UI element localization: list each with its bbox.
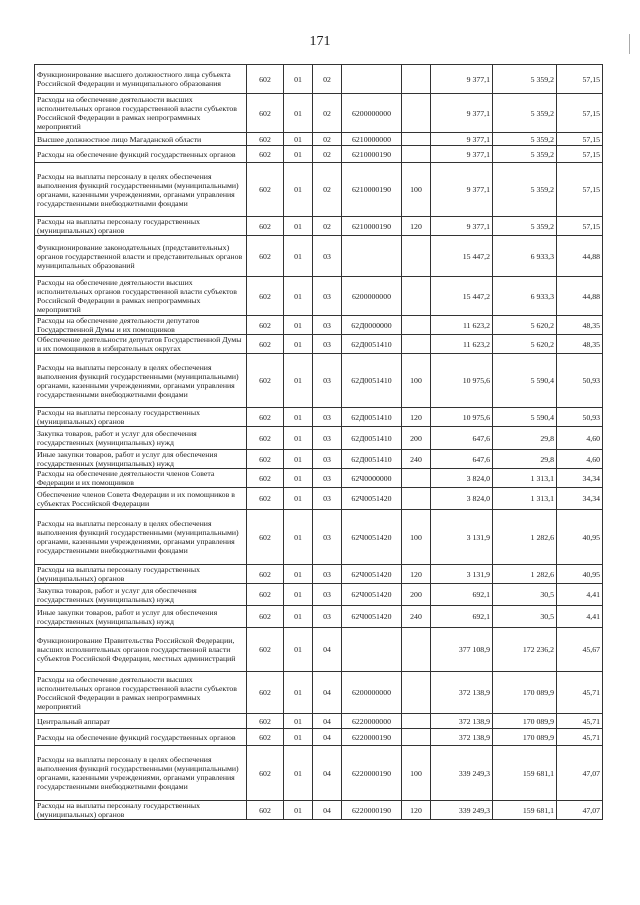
row-section: 01 <box>284 746 313 801</box>
row-executed: 6 933,3 <box>493 236 557 277</box>
row-percent: 4,60 <box>557 450 603 469</box>
row-plan: 372 138,9 <box>431 729 493 746</box>
table-row <box>35 584 603 606</box>
row-percent: 57,15 <box>557 65 603 94</box>
row-grbs: 602 <box>247 408 284 427</box>
row-expense-type: 200 <box>402 427 431 450</box>
row-subsection: 03 <box>313 277 342 316</box>
row-executed: 5 590,4 <box>493 354 557 408</box>
row-plan: 692,1 <box>431 606 493 628</box>
row-plan: 9 377,1 <box>431 65 493 94</box>
row-section: 01 <box>284 729 313 746</box>
row-percent: 40,95 <box>557 510 603 565</box>
row-grbs: 602 <box>247 335 284 354</box>
row-section: 01 <box>284 427 313 450</box>
row-percent: 45,71 <box>557 729 603 746</box>
row-section: 01 <box>284 335 313 354</box>
row-expense-type: 120 <box>402 217 431 236</box>
row-expense-type <box>402 133 431 146</box>
row-plan: 372 138,9 <box>431 672 493 714</box>
row-subsection: 03 <box>313 236 342 277</box>
row-plan: 10 975,6 <box>431 408 493 427</box>
row-section: 01 <box>284 65 313 94</box>
row-grbs: 602 <box>247 729 284 746</box>
row-target-article: 62Д0051410 <box>342 408 402 427</box>
row-subsection: 02 <box>313 217 342 236</box>
row-percent: 45,71 <box>557 714 603 729</box>
row-grbs: 602 <box>247 714 284 729</box>
row-target-article: 62Д0051410 <box>342 335 402 354</box>
row-percent: 57,15 <box>557 217 603 236</box>
row-subsection: 03 <box>313 408 342 427</box>
row-percent: 50,93 <box>557 408 603 427</box>
row-grbs: 602 <box>247 163 284 217</box>
row-executed: 5 590,4 <box>493 408 557 427</box>
budget-table <box>34 64 603 820</box>
row-grbs: 602 <box>247 146 284 163</box>
row-name: Расходы на выплаты персоналу государственных (муниципальных) органов <box>35 408 247 427</box>
table-row <box>35 335 603 354</box>
row-grbs: 602 <box>247 469 284 488</box>
row-subsection: 02 <box>313 163 342 217</box>
row-expense-type <box>402 236 431 277</box>
row-name: Расходы на обеспечение деятельности членов Совета Федерации и их помощников <box>35 469 247 488</box>
row-expense-type <box>402 65 431 94</box>
row-name: Расходы на обеспечение деятельности высших исполнительных органов государственной власти субъектов Российской Федерации в рамках непрограммных мероприятий <box>35 672 247 714</box>
row-expense-type <box>402 469 431 488</box>
row-target-article: 6220000190 <box>342 801 402 820</box>
row-expense-type: 100 <box>402 746 431 801</box>
row-expense-type <box>402 714 431 729</box>
row-plan: 3 131,9 <box>431 510 493 565</box>
row-target-article: 6200000000 <box>342 672 402 714</box>
row-subsection: 03 <box>313 510 342 565</box>
row-executed: 1 313,1 <box>493 488 557 510</box>
row-executed: 170 089,9 <box>493 714 557 729</box>
row-target-article: 6210000190 <box>342 217 402 236</box>
row-name: Функционирование Правительства Российской Федерации, высших исполнительных органов государственной власти субъектов Российской Федерации, местных администраций <box>35 628 247 672</box>
row-grbs: 602 <box>247 628 284 672</box>
row-grbs: 602 <box>247 316 284 335</box>
row-subsection: 03 <box>313 450 342 469</box>
row-name: Расходы на выплаты персоналу государственных (муниципальных) органов <box>35 565 247 584</box>
row-executed: 29,8 <box>493 450 557 469</box>
row-plan: 15 447,2 <box>431 277 493 316</box>
row-expense-type: 120 <box>402 565 431 584</box>
row-section: 01 <box>284 510 313 565</box>
row-grbs: 602 <box>247 450 284 469</box>
row-percent: 44,88 <box>557 277 603 316</box>
row-plan: 372 138,9 <box>431 714 493 729</box>
table-row <box>35 133 603 146</box>
row-executed: 1 282,6 <box>493 510 557 565</box>
row-name: Расходы на обеспечение деятельности депутатов Государственной Думы и их помощников <box>35 316 247 335</box>
row-expense-type: 100 <box>402 510 431 565</box>
row-name: Расходы на выплаты персоналу государственных (муниципальных) органов <box>35 801 247 820</box>
row-section: 01 <box>284 606 313 628</box>
row-target-article: 62Ч0051420 <box>342 565 402 584</box>
row-executed: 5 359,2 <box>493 133 557 146</box>
row-expense-type <box>402 628 431 672</box>
row-subsection: 03 <box>313 469 342 488</box>
row-executed: 1 313,1 <box>493 469 557 488</box>
row-target-article: 62Д0051410 <box>342 450 402 469</box>
row-section: 01 <box>284 565 313 584</box>
row-percent: 44,88 <box>557 236 603 277</box>
row-target-article: 6200000000 <box>342 277 402 316</box>
row-expense-type <box>402 729 431 746</box>
row-section: 01 <box>284 277 313 316</box>
row-plan: 11 623,2 <box>431 316 493 335</box>
row-target-article: 62Ч0051420 <box>342 606 402 628</box>
row-expense-type <box>402 316 431 335</box>
row-section: 01 <box>284 469 313 488</box>
row-expense-type <box>402 277 431 316</box>
row-percent: 45,71 <box>557 672 603 714</box>
row-section: 01 <box>284 354 313 408</box>
row-plan: 692,1 <box>431 584 493 606</box>
row-section: 01 <box>284 146 313 163</box>
row-percent: 34,34 <box>557 488 603 510</box>
row-grbs: 602 <box>247 488 284 510</box>
row-subsection: 03 <box>313 584 342 606</box>
row-grbs: 602 <box>247 584 284 606</box>
row-executed: 170 089,9 <box>493 672 557 714</box>
row-subsection: 04 <box>313 672 342 714</box>
row-plan: 647,6 <box>431 427 493 450</box>
row-section: 01 <box>284 316 313 335</box>
row-executed: 30,5 <box>493 606 557 628</box>
row-section: 01 <box>284 801 313 820</box>
row-executed: 5 620,2 <box>493 316 557 335</box>
row-percent: 50,93 <box>557 354 603 408</box>
row-grbs: 602 <box>247 217 284 236</box>
table-row <box>35 488 603 510</box>
row-target-article <box>342 65 402 94</box>
row-percent: 4,41 <box>557 606 603 628</box>
row-name: Расходы на обеспечение функций государственных органов <box>35 146 247 163</box>
row-grbs: 602 <box>247 565 284 584</box>
row-grbs: 602 <box>247 236 284 277</box>
row-plan: 377 108,9 <box>431 628 493 672</box>
table-row <box>35 801 603 820</box>
row-target-article: 6210000190 <box>342 146 402 163</box>
budget-table-body <box>35 65 603 820</box>
row-expense-type: 240 <box>402 450 431 469</box>
row-subsection: 02 <box>313 146 342 163</box>
row-plan: 9 377,1 <box>431 133 493 146</box>
row-grbs: 602 <box>247 510 284 565</box>
row-subsection: 04 <box>313 729 342 746</box>
row-executed: 5 620,2 <box>493 335 557 354</box>
row-section: 01 <box>284 133 313 146</box>
table-row <box>35 236 603 277</box>
row-executed: 159 681,1 <box>493 801 557 820</box>
row-target-article: 62Д0051410 <box>342 354 402 408</box>
row-section: 01 <box>284 217 313 236</box>
row-target-article: 62Ч0051420 <box>342 488 402 510</box>
row-subsection: 03 <box>313 316 342 335</box>
row-subsection: 03 <box>313 565 342 584</box>
row-section: 01 <box>284 714 313 729</box>
table-row <box>35 450 603 469</box>
table-row <box>35 427 603 450</box>
table-row <box>35 217 603 236</box>
row-plan: 339 249,3 <box>431 801 493 820</box>
row-percent: 34,34 <box>557 469 603 488</box>
row-grbs: 602 <box>247 801 284 820</box>
row-executed: 6 933,3 <box>493 277 557 316</box>
row-target-article: 62Ч0051420 <box>342 510 402 565</box>
row-subsection: 04 <box>313 746 342 801</box>
table-row <box>35 469 603 488</box>
row-subsection: 04 <box>313 714 342 729</box>
row-section: 01 <box>284 163 313 217</box>
row-plan: 15 447,2 <box>431 236 493 277</box>
row-executed: 5 359,2 <box>493 217 557 236</box>
row-subsection: 03 <box>313 354 342 408</box>
row-grbs: 602 <box>247 277 284 316</box>
table-row <box>35 163 603 217</box>
row-percent: 57,15 <box>557 146 603 163</box>
row-expense-type <box>402 94 431 133</box>
row-percent: 57,15 <box>557 94 603 133</box>
row-percent: 4,41 <box>557 584 603 606</box>
row-target-article: 6220000190 <box>342 729 402 746</box>
row-plan: 3 824,0 <box>431 469 493 488</box>
row-plan: 339 249,3 <box>431 746 493 801</box>
row-target-article <box>342 628 402 672</box>
row-executed: 5 359,2 <box>493 94 557 133</box>
row-target-article: 62Д0000000 <box>342 316 402 335</box>
row-percent: 47,07 <box>557 801 603 820</box>
row-name: Центральный аппарат <box>35 714 247 729</box>
row-executed: 30,5 <box>493 584 557 606</box>
row-grbs: 602 <box>247 746 284 801</box>
table-row <box>35 746 603 801</box>
row-plan: 3 824,0 <box>431 488 493 510</box>
row-percent: 4,60 <box>557 427 603 450</box>
row-expense-type: 200 <box>402 584 431 606</box>
row-percent: 40,95 <box>557 565 603 584</box>
scan-edge-mark <box>629 34 632 54</box>
row-executed: 5 359,2 <box>493 163 557 217</box>
row-section: 01 <box>284 628 313 672</box>
row-name: Иные закупки товаров, работ и услуг для обеспечения государственных (муниципальных) нужд <box>35 606 247 628</box>
row-section: 01 <box>284 236 313 277</box>
row-section: 01 <box>284 488 313 510</box>
row-target-article: 62Д0051410 <box>342 427 402 450</box>
table-row <box>35 354 603 408</box>
row-target-article: 62Ч0000000 <box>342 469 402 488</box>
row-expense-type <box>402 488 431 510</box>
row-percent: 57,15 <box>557 133 603 146</box>
table-row <box>35 65 603 94</box>
table-row <box>35 606 603 628</box>
table-row <box>35 510 603 565</box>
row-executed: 5 359,2 <box>493 65 557 94</box>
table-row <box>35 94 603 133</box>
table-row <box>35 628 603 672</box>
table-row <box>35 277 603 316</box>
row-percent: 48,35 <box>557 335 603 354</box>
row-plan: 9 377,1 <box>431 163 493 217</box>
row-executed: 1 282,6 <box>493 565 557 584</box>
row-section: 01 <box>284 408 313 427</box>
row-name: Расходы на выплаты персоналу в целях обеспечения выполнения функций государственными (муниципальными) органами, казенными учреждениями, органами управления государственными внебюджетными фондами <box>35 354 247 408</box>
row-section: 01 <box>284 584 313 606</box>
row-plan: 9 377,1 <box>431 94 493 133</box>
row-section: 01 <box>284 450 313 469</box>
row-grbs: 602 <box>247 354 284 408</box>
row-name: Закупка товаров, работ и услуг для обеспечения государственных (муниципальных) нужд <box>35 584 247 606</box>
row-subsection: 03 <box>313 335 342 354</box>
row-section: 01 <box>284 672 313 714</box>
row-name: Функционирование законодательных (представительных) органов государственной власти и представительных органов муниципальных образований <box>35 236 247 277</box>
row-percent: 57,15 <box>557 163 603 217</box>
row-name: Обеспечение членов Совета Федерации и их помощников в субъектах Российской Федерации <box>35 488 247 510</box>
row-executed: 170 089,9 <box>493 729 557 746</box>
row-plan: 3 131,9 <box>431 565 493 584</box>
row-name: Расходы на выплаты персоналу в целях обеспечения выполнения функций государственными (муниципальными) органами, казенными учреждениями, органами управления государственными внебюджетными фондами <box>35 746 247 801</box>
row-grbs: 602 <box>247 672 284 714</box>
table-row <box>35 729 603 746</box>
row-subsection: 02 <box>313 94 342 133</box>
table-row <box>35 672 603 714</box>
row-name: Закупка товаров, работ и услуг для обеспечения государственных (муниципальных) нужд <box>35 427 247 450</box>
row-executed: 5 359,2 <box>493 146 557 163</box>
row-subsection: 03 <box>313 427 342 450</box>
row-executed: 159 681,1 <box>493 746 557 801</box>
row-subsection: 02 <box>313 65 342 94</box>
row-plan: 9 377,1 <box>431 217 493 236</box>
table-row <box>35 316 603 335</box>
row-expense-type: 100 <box>402 354 431 408</box>
row-grbs: 602 <box>247 606 284 628</box>
row-plan: 647,6 <box>431 450 493 469</box>
row-name: Расходы на обеспечение деятельности высших исполнительных органов государственной власти субъектов Российской Федерации в рамках непрограммных мероприятий <box>35 277 247 316</box>
row-expense-type: 120 <box>402 408 431 427</box>
row-name: Функционирование высшего должностного лица субъекта Российской Федерации и муниципального образования <box>35 65 247 94</box>
row-target-article: 6210000000 <box>342 133 402 146</box>
row-target-article <box>342 236 402 277</box>
row-plan: 11 623,2 <box>431 335 493 354</box>
row-name: Расходы на выплаты персоналу в целях обеспечения выполнения функций государственными (муниципальными) органами, казенными учреждениями, органами управления государственными внебюджетными фондами <box>35 510 247 565</box>
row-name: Высшее должностное лицо Магаданской области <box>35 133 247 146</box>
row-plan: 10 975,6 <box>431 354 493 408</box>
row-name: Расходы на обеспечение деятельности высших исполнительных органов государственной власти субъектов Российской Федерации в рамках непрограммных мероприятий <box>35 94 247 133</box>
row-grbs: 602 <box>247 427 284 450</box>
row-grbs: 602 <box>247 65 284 94</box>
row-name: Расходы на выплаты персоналу государственных (муниципальных) органов <box>35 217 247 236</box>
row-expense-type <box>402 672 431 714</box>
page-number: 171 <box>309 34 331 49</box>
table-row <box>35 408 603 427</box>
row-grbs: 602 <box>247 133 284 146</box>
row-grbs: 602 <box>247 94 284 133</box>
row-executed: 172 236,2 <box>493 628 557 672</box>
row-name: Расходы на обеспечение функций государственных органов <box>35 729 247 746</box>
row-subsection: 03 <box>313 488 342 510</box>
row-target-article: 6220000000 <box>342 714 402 729</box>
table-row <box>35 146 603 163</box>
table-row <box>35 714 603 729</box>
row-target-article: 6200000000 <box>342 94 402 133</box>
table-row <box>35 565 603 584</box>
row-percent: 45,67 <box>557 628 603 672</box>
row-name: Расходы на выплаты персоналу в целях обеспечения выполнения функций государственными (муниципальными) органами, казенными учреждениями, органами управления государственными внебюджетными фондами <box>35 163 247 217</box>
row-expense-type: 120 <box>402 801 431 820</box>
row-subsection: 03 <box>313 606 342 628</box>
row-percent: 48,35 <box>557 316 603 335</box>
row-plan: 9 377,1 <box>431 146 493 163</box>
row-expense-type: 100 <box>402 163 431 217</box>
row-subsection: 02 <box>313 133 342 146</box>
row-subsection: 04 <box>313 628 342 672</box>
row-percent: 47,07 <box>557 746 603 801</box>
row-target-article: 6220000190 <box>342 746 402 801</box>
row-expense-type <box>402 146 431 163</box>
row-target-article: 6210000190 <box>342 163 402 217</box>
row-name: Обеспечение деятельности депутатов Государственной Думы и их помощников в избирательных округах <box>35 335 247 354</box>
row-target-article: 62Ч0051420 <box>342 584 402 606</box>
row-subsection: 04 <box>313 801 342 820</box>
row-expense-type <box>402 335 431 354</box>
row-name: Иные закупки товаров, работ и услуг для обеспечения государственных (муниципальных) нужд <box>35 450 247 469</box>
row-expense-type: 240 <box>402 606 431 628</box>
row-executed: 29,8 <box>493 427 557 450</box>
row-section: 01 <box>284 94 313 133</box>
